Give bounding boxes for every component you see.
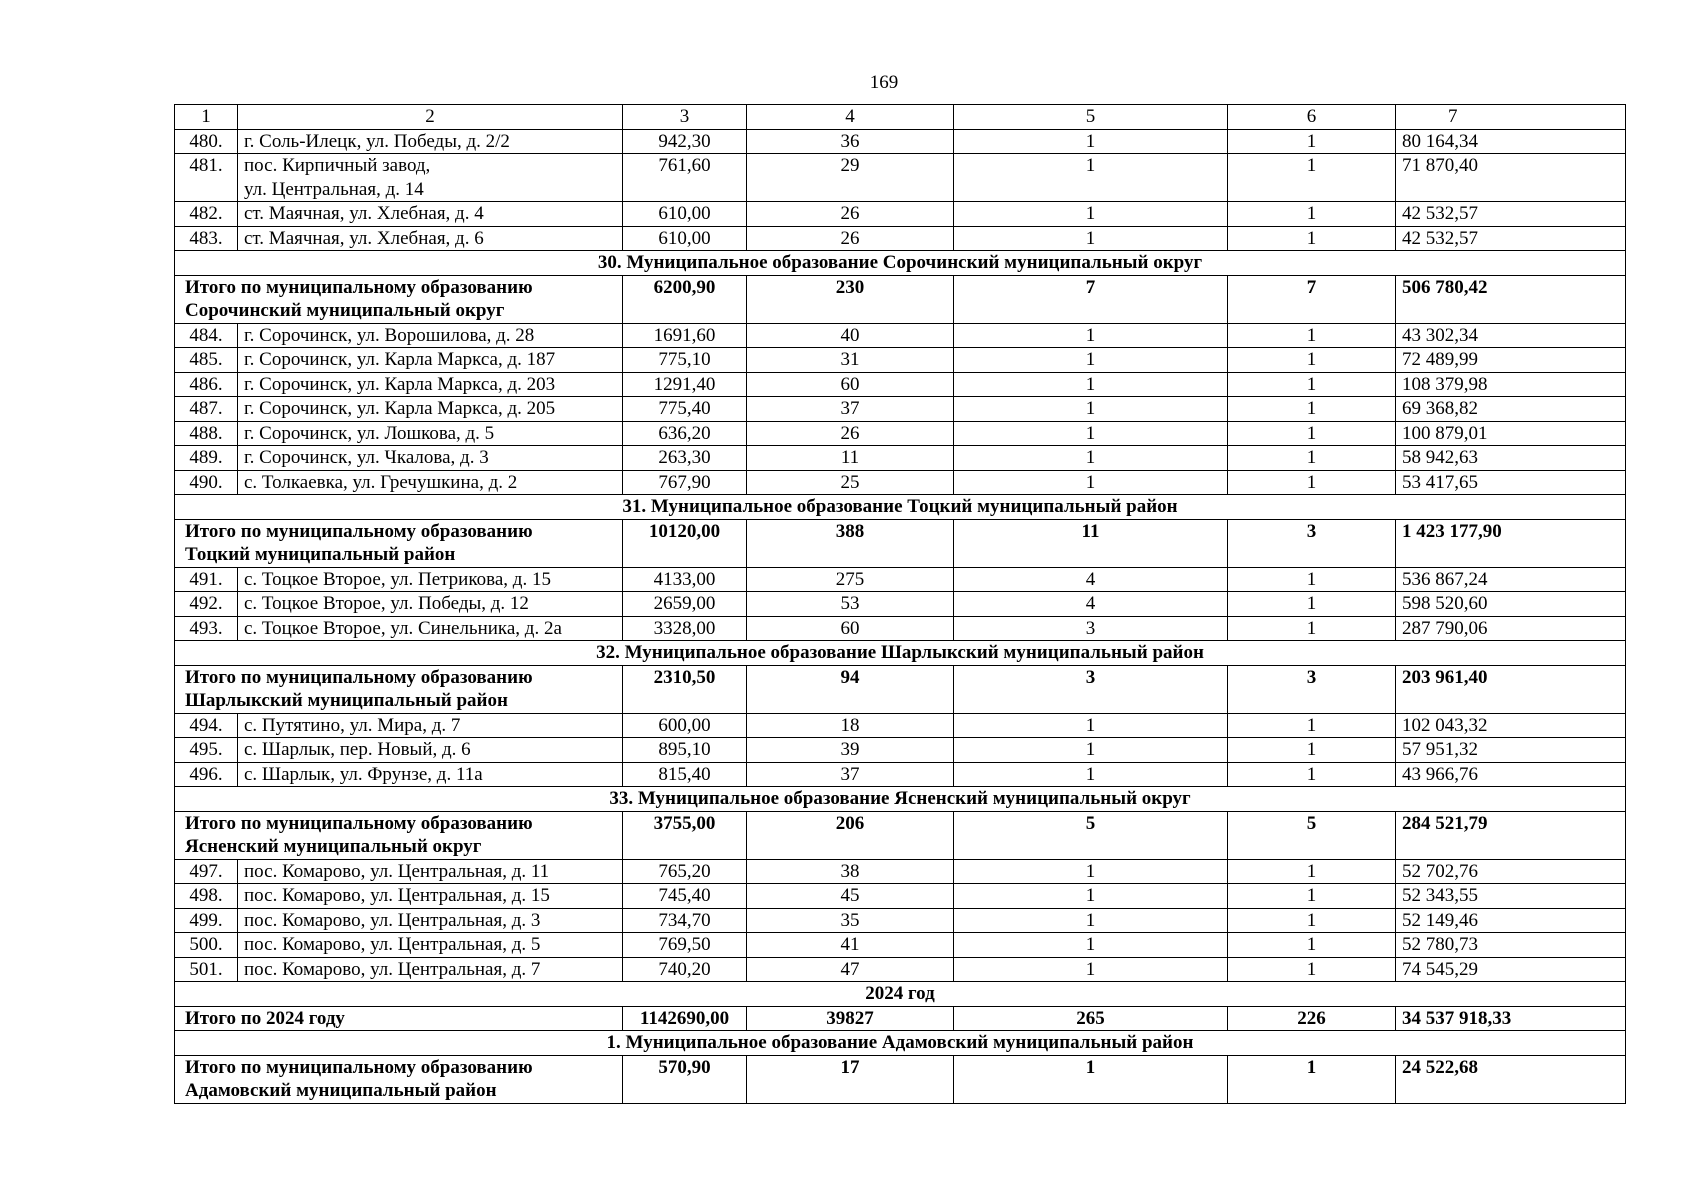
residents: 39 (747, 738, 954, 763)
row-number: 493. (175, 616, 238, 641)
section-header-row (175, 495, 1626, 520)
buildings: 1 (954, 738, 1228, 763)
buildings: 1 (954, 933, 1228, 958)
table-row (175, 616, 1626, 641)
cost: 57 951,32 (1396, 738, 1626, 763)
cost: 69 368,82 (1396, 397, 1626, 422)
buildings: 1 (954, 908, 1228, 933)
buildings: 1 (954, 713, 1228, 738)
stages: 1 (1228, 226, 1396, 251)
stages: 1 (1228, 567, 1396, 592)
cost: 536 867,24 (1396, 567, 1626, 592)
address: г. Сорочинск, ул. Карла Маркса, д. 187 (238, 348, 623, 373)
stages: 1 (1228, 738, 1396, 763)
column-number: 3 (623, 105, 747, 130)
total-buildings: 265 (954, 1006, 1228, 1031)
address: г. Сорочинск, ул. Ворошилова, д. 28 (238, 323, 623, 348)
row-number: 485. (175, 348, 238, 373)
row-number: 496. (175, 762, 238, 787)
residents: 40 (747, 323, 954, 348)
page-number: 169 (869, 72, 899, 93)
buildings: 1 (954, 323, 1228, 348)
table-row (175, 372, 1626, 397)
subtotal-label (175, 665, 623, 713)
area: 895,10 (623, 738, 747, 763)
area: 740,20 (623, 957, 747, 982)
subtotal-label-line: Ясненский муниципальный округ (185, 836, 482, 857)
residents: 38 (747, 859, 954, 884)
section-title: 30. Муниципальное образование Сорочинский муниципальный округ (175, 251, 1626, 276)
cost: 287 790,06 (1396, 616, 1626, 641)
residents: 47 (747, 957, 954, 982)
table-row (175, 592, 1626, 617)
stages: 1 (1228, 762, 1396, 787)
table-body (175, 105, 1626, 1104)
column-number: 7 (1396, 105, 1626, 130)
section-title: 1. Муниципальное образование Адамовский муниципальный район (175, 1031, 1626, 1056)
subtotal-label-line: Сорочинский муниципальный округ (185, 300, 505, 321)
cost: 71 870,40 (1396, 154, 1626, 202)
area: 610,00 (623, 226, 747, 251)
cost: 52 702,76 (1396, 859, 1626, 884)
stages: 1 (1228, 470, 1396, 495)
area: 734,70 (623, 908, 747, 933)
residents: 31 (747, 348, 954, 373)
buildings: 1 (954, 129, 1228, 154)
table-row (175, 446, 1626, 471)
total-area: 1142690,00 (623, 1006, 747, 1031)
address: пос. Комарово, ул. Центральная, д. 7 (238, 957, 623, 982)
cost: 108 379,98 (1396, 372, 1626, 397)
address: с. Шарлык, пер. Новый, д. 6 (238, 738, 623, 763)
table-row (175, 762, 1626, 787)
total-residents: 388 (747, 519, 954, 567)
stages: 1 (1228, 933, 1396, 958)
column-number: 2 (238, 105, 623, 130)
total-residents: 39827 (747, 1006, 954, 1031)
column-number-header-row (175, 105, 1626, 130)
total-buildings: 11 (954, 519, 1228, 567)
residents: 37 (747, 762, 954, 787)
area: 765,20 (623, 859, 747, 884)
cost: 80 164,34 (1396, 129, 1626, 154)
column-number: 4 (747, 105, 954, 130)
address: с. Путятино, ул. Мира, д. 7 (238, 713, 623, 738)
total-cost: 284 521,79 (1396, 811, 1626, 859)
table-row (175, 226, 1626, 251)
section-header-row (175, 641, 1626, 666)
buildings: 4 (954, 567, 1228, 592)
stages: 1 (1228, 323, 1396, 348)
table-row (175, 859, 1626, 884)
table-row (175, 567, 1626, 592)
row-number: 483. (175, 226, 238, 251)
residents: 26 (747, 226, 954, 251)
area: 767,90 (623, 470, 747, 495)
total-residents: 94 (747, 665, 954, 713)
section-title: 32. Муниципальное образование Шарлыкский муниципальный район (175, 641, 1626, 666)
table-row (175, 933, 1626, 958)
row-number: 501. (175, 957, 238, 982)
buildings: 4 (954, 592, 1228, 617)
address: пос. Комарово, ул. Центральная, д. 11 (238, 859, 623, 884)
residents: 11 (747, 446, 954, 471)
stages: 1 (1228, 348, 1396, 373)
stages: 1 (1228, 154, 1396, 202)
row-number: 495. (175, 738, 238, 763)
address: г. Сорочинск, ул. Карла Маркса, д. 205 (238, 397, 623, 422)
subtotal-label (175, 811, 623, 859)
residents: 35 (747, 908, 954, 933)
area: 769,50 (623, 933, 747, 958)
table-row (175, 129, 1626, 154)
residents: 60 (747, 372, 954, 397)
total-stages: 3 (1228, 665, 1396, 713)
subtotal-row (175, 1006, 1626, 1031)
cost: 52 780,73 (1396, 933, 1626, 958)
address-line: пос. Кирпичный завод, (244, 155, 431, 176)
row-number: 487. (175, 397, 238, 422)
cost: 72 489,99 (1396, 348, 1626, 373)
row-number: 497. (175, 859, 238, 884)
total-cost: 34 537 918,33 (1396, 1006, 1626, 1031)
subtotal-row (175, 811, 1626, 859)
section-header-row (175, 787, 1626, 812)
total-cost: 1 423 177,90 (1396, 519, 1626, 567)
residents: 41 (747, 933, 954, 958)
buildings: 1 (954, 348, 1228, 373)
residents: 275 (747, 567, 954, 592)
cost: 43 966,76 (1396, 762, 1626, 787)
residents: 25 (747, 470, 954, 495)
stages: 1 (1228, 397, 1396, 422)
table-row (175, 202, 1626, 227)
stages: 1 (1228, 129, 1396, 154)
total-residents: 230 (747, 275, 954, 323)
residents: 29 (747, 154, 954, 202)
housing-program-table (174, 104, 1626, 1104)
residents: 45 (747, 884, 954, 909)
area: 775,40 (623, 397, 747, 422)
buildings: 1 (954, 154, 1228, 202)
address: с. Тоцкое Второе, ул. Победы, д. 12 (238, 592, 623, 617)
area: 4133,00 (623, 567, 747, 592)
total-residents: 17 (747, 1055, 954, 1103)
area: 610,00 (623, 202, 747, 227)
stages: 1 (1228, 202, 1396, 227)
column-number: 5 (954, 105, 1228, 130)
address: с. Тоцкое Второе, ул. Петрикова, д. 15 (238, 567, 623, 592)
row-number: 490. (175, 470, 238, 495)
stages: 1 (1228, 616, 1396, 641)
buildings: 1 (954, 884, 1228, 909)
table-row (175, 957, 1626, 982)
subtotal-label-line: Итого по муниципальному образованию (185, 276, 533, 298)
row-number: 482. (175, 202, 238, 227)
buildings: 1 (954, 226, 1228, 251)
total-cost: 506 780,42 (1396, 275, 1626, 323)
section-header-row (175, 251, 1626, 276)
stages: 1 (1228, 884, 1396, 909)
total-stages: 5 (1228, 811, 1396, 859)
cost: 52 149,46 (1396, 908, 1626, 933)
section-header-row (175, 1031, 1626, 1056)
row-number: 481. (175, 154, 238, 202)
table-row (175, 348, 1626, 373)
row-number: 492. (175, 592, 238, 617)
total-buildings: 7 (954, 275, 1228, 323)
total-buildings: 5 (954, 811, 1228, 859)
buildings: 1 (954, 957, 1228, 982)
buildings: 1 (954, 372, 1228, 397)
address: с. Шарлык, ул. Фрунзе, д. 11а (238, 762, 623, 787)
address: пос. Комарово, ул. Центральная, д. 15 (238, 884, 623, 909)
subtotal-label-line: Итого по муниципальному образованию (185, 520, 533, 542)
table-row (175, 908, 1626, 933)
address: пос. Комарово, ул. Центральная, д. 3 (238, 908, 623, 933)
residents: 37 (747, 397, 954, 422)
buildings: 1 (954, 397, 1228, 422)
subtotal-label (175, 1055, 623, 1103)
subtotal-row (175, 519, 1626, 567)
residents: 26 (747, 421, 954, 446)
buildings: 1 (954, 762, 1228, 787)
cost: 58 942,63 (1396, 446, 1626, 471)
residents: 36 (747, 129, 954, 154)
buildings: 1 (954, 446, 1228, 471)
subtotal-label-line: Шарлыкский муниципальный район (185, 690, 508, 711)
subtotal-row (175, 665, 1626, 713)
address: г. Сорочинск, ул. Карла Маркса, д. 203 (238, 372, 623, 397)
row-number: 480. (175, 129, 238, 154)
total-area: 2310,50 (623, 665, 747, 713)
address: г. Сорочинск, ул. Чкалова, д. 3 (238, 446, 623, 471)
table-row (175, 397, 1626, 422)
section-title: 31. Муниципальное образование Тоцкий муниципальный район (175, 495, 1626, 520)
cost: 53 417,65 (1396, 470, 1626, 495)
stages: 1 (1228, 859, 1396, 884)
total-residents: 206 (747, 811, 954, 859)
stages: 1 (1228, 908, 1396, 933)
stages: 1 (1228, 446, 1396, 471)
section-title: 33. Муниципальное образование Ясненский муниципальный округ (175, 787, 1626, 812)
subtotal-label-line: Итого по муниципальному образованию (185, 812, 533, 834)
total-area: 3755,00 (623, 811, 747, 859)
area: 2659,00 (623, 592, 747, 617)
address (238, 154, 623, 202)
area: 636,20 (623, 421, 747, 446)
buildings: 3 (954, 616, 1228, 641)
total-cost: 24 522,68 (1396, 1055, 1626, 1103)
column-number: 6 (1228, 105, 1396, 130)
table-row (175, 323, 1626, 348)
total-area: 10120,00 (623, 519, 747, 567)
table-row (175, 884, 1626, 909)
table-row (175, 470, 1626, 495)
residents: 18 (747, 713, 954, 738)
buildings: 1 (954, 202, 1228, 227)
address: с. Тоцкое Второе, ул. Синельника, д. 2а (238, 616, 623, 641)
total-stages: 7 (1228, 275, 1396, 323)
address: ст. Маячная, ул. Хлебная, д. 4 (238, 202, 623, 227)
area: 745,40 (623, 884, 747, 909)
address: ст. Маячная, ул. Хлебная, д. 6 (238, 226, 623, 251)
row-number: 491. (175, 567, 238, 592)
area: 942,30 (623, 129, 747, 154)
stages: 1 (1228, 713, 1396, 738)
subtotal-label-line: Итого по муниципальному образованию (185, 666, 533, 688)
area: 600,00 (623, 713, 747, 738)
cost: 598 520,60 (1396, 592, 1626, 617)
subtotal-label (175, 519, 623, 567)
subtotal-row (175, 275, 1626, 323)
section-header-row (175, 982, 1626, 1007)
cost: 102 043,32 (1396, 713, 1626, 738)
stages: 1 (1228, 592, 1396, 617)
total-stages: 3 (1228, 519, 1396, 567)
area: 263,30 (623, 446, 747, 471)
area: 815,40 (623, 762, 747, 787)
total-area: 6200,90 (623, 275, 747, 323)
row-number: 489. (175, 446, 238, 471)
area: 1691,60 (623, 323, 747, 348)
table-row (175, 154, 1626, 202)
residents: 60 (747, 616, 954, 641)
row-number: 488. (175, 421, 238, 446)
cost: 52 343,55 (1396, 884, 1626, 909)
buildings: 1 (954, 421, 1228, 446)
stages: 1 (1228, 372, 1396, 397)
subtotal-label-line: Тоцкий муниципальный район (185, 544, 456, 565)
residents: 26 (747, 202, 954, 227)
stages: 1 (1228, 421, 1396, 446)
subtotal-label-line: Адамовский муниципальный район (185, 1080, 497, 1101)
address: г. Сорочинск, ул. Лошкова, д. 5 (238, 421, 623, 446)
address: с. Толкаевка, ул. Гречушкина, д. 2 (238, 470, 623, 495)
section-title: 2024 год (175, 982, 1626, 1007)
address: г. Соль-Илецк, ул. Победы, д. 2/2 (238, 129, 623, 154)
row-number: 494. (175, 713, 238, 738)
subtotal-label-line: Итого по 2024 году (185, 1007, 345, 1029)
row-number: 500. (175, 933, 238, 958)
area: 761,60 (623, 154, 747, 202)
total-cost: 203 961,40 (1396, 665, 1626, 713)
subtotal-label (175, 275, 623, 323)
subtotal-row (175, 1055, 1626, 1103)
row-number: 484. (175, 323, 238, 348)
area: 775,10 (623, 348, 747, 373)
row-number: 499. (175, 908, 238, 933)
cost: 74 545,29 (1396, 957, 1626, 982)
table-row (175, 421, 1626, 446)
area: 3328,00 (623, 616, 747, 641)
total-buildings: 3 (954, 665, 1228, 713)
total-buildings: 1 (954, 1055, 1228, 1103)
row-number: 498. (175, 884, 238, 909)
stages: 1 (1228, 957, 1396, 982)
cost: 42 532,57 (1396, 202, 1626, 227)
residents: 53 (747, 592, 954, 617)
cost: 43 302,34 (1396, 323, 1626, 348)
cost: 42 532,57 (1396, 226, 1626, 251)
cost: 100 879,01 (1396, 421, 1626, 446)
total-stages: 226 (1228, 1006, 1396, 1031)
address: пос. Комарово, ул. Центральная, д. 5 (238, 933, 623, 958)
area: 1291,40 (623, 372, 747, 397)
subtotal-label (175, 1006, 623, 1031)
address-line: ул. Центральная, д. 14 (244, 178, 424, 200)
total-stages: 1 (1228, 1055, 1396, 1103)
row-number: 486. (175, 372, 238, 397)
total-area: 570,90 (623, 1055, 747, 1103)
table-row (175, 713, 1626, 738)
buildings: 1 (954, 859, 1228, 884)
subtotal-label-line: Итого по муниципальному образованию (185, 1056, 533, 1078)
table-row (175, 738, 1626, 763)
buildings: 1 (954, 470, 1228, 495)
column-number: 1 (175, 105, 238, 130)
